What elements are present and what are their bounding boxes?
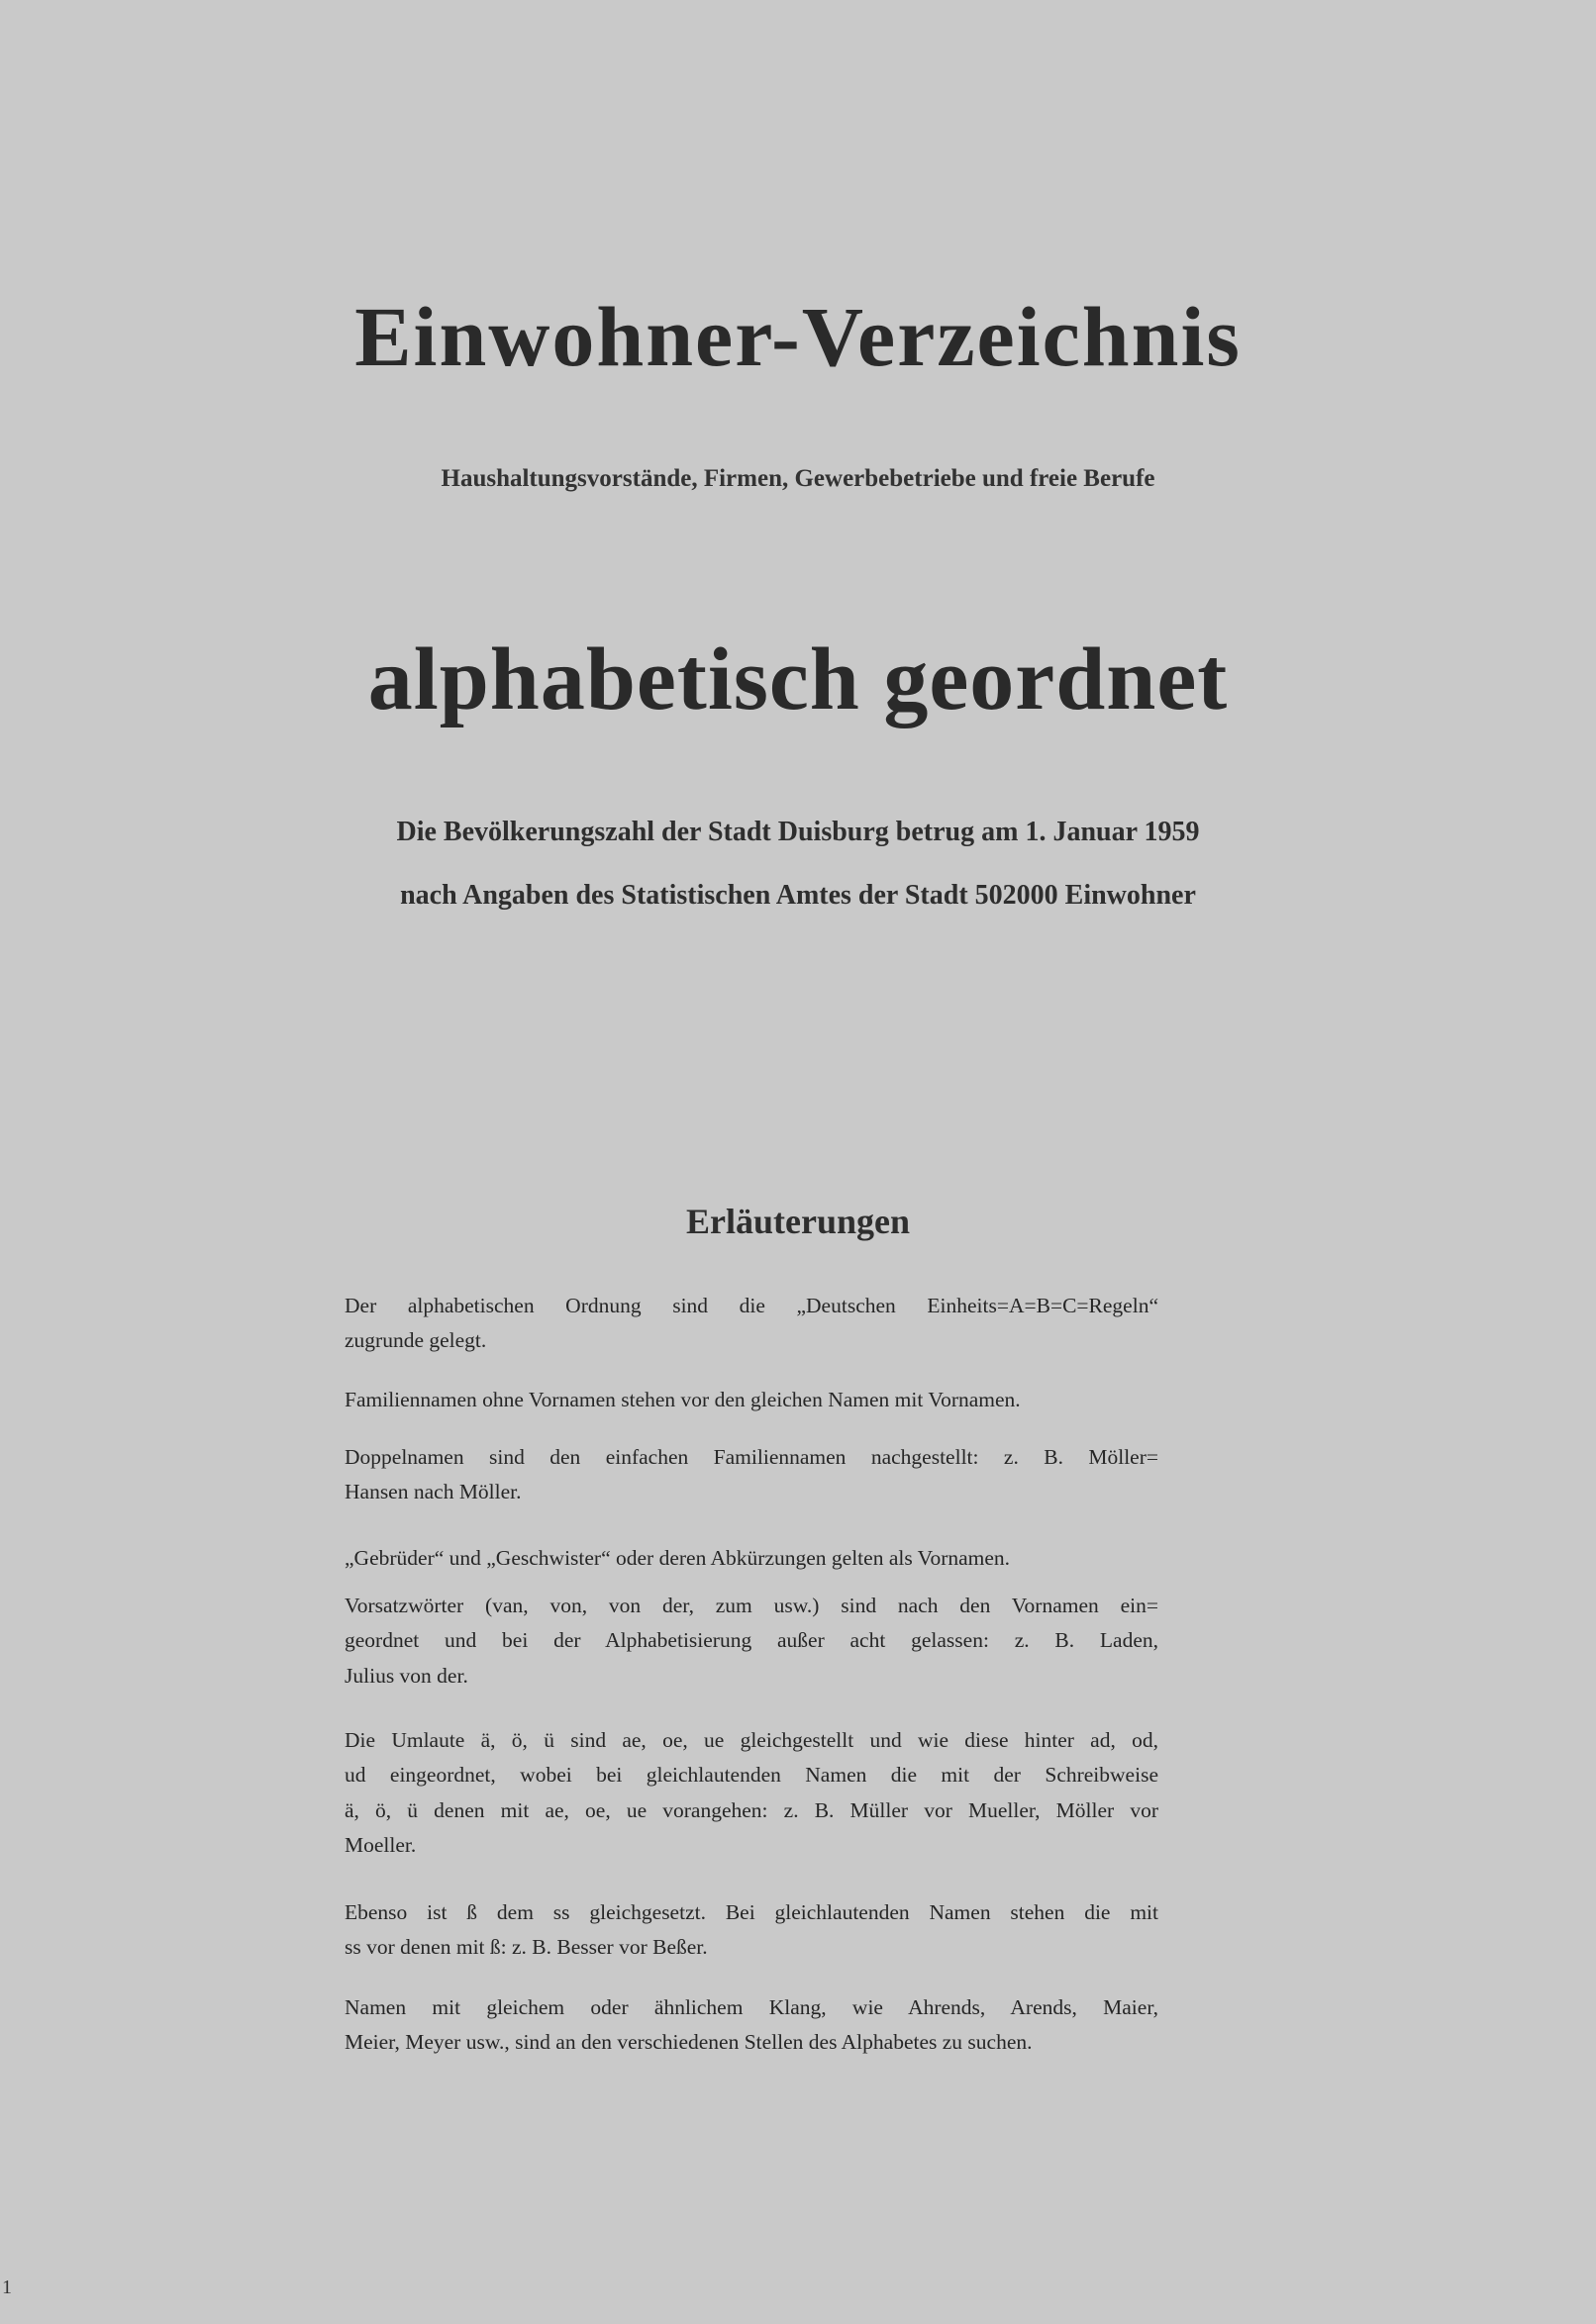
paragraph-line: geordnet und bei der Alphabetisierung außer acht gelassen: z. B. Laden, — [345, 1628, 1158, 1653]
explanation-paragraph — [345, 1723, 1158, 1864]
paragraph-line: ä, ö, ü denen mit ae, oe, ue vorangehen: z. B. Müller vor Mueller, Möller vor — [345, 1797, 1158, 1822]
explanation-paragraph — [345, 1541, 1158, 1576]
paragraph-line: Moeller. — [345, 1833, 417, 1858]
paragraph-line: Namen mit gleichem oder ähnlichem Klang, wie Ahrends, Arends, Maier, — [345, 1995, 1158, 2019]
explanation-paragraph — [345, 1289, 1158, 1359]
paragraph-line: Hansen nach Möller. — [345, 1480, 522, 1504]
paragraph-line: „Gebrüder“ und „Geschwister“ oder deren Abkürzungen gelten als Vornamen. — [345, 1546, 1011, 1570]
ordering-heading: alphabetisch geordnet — [367, 630, 1229, 728]
document-title: Einwohner-Verzeichnis — [354, 289, 1242, 384]
paragraph-line: ud eingeordnet, wobei bei gleichlautenden Namen die mit der Schreibweise — [345, 1763, 1158, 1788]
population-line-2: nach Angaben des Statistischen Amtes der Stadt 502000 Einwohner — [400, 880, 1196, 911]
explanation-paragraph — [345, 1440, 1158, 1510]
paragraph-line: Julius von der. — [345, 1663, 468, 1688]
paragraph-line: Familiennamen ohne Vornamen stehen vor den gleichen Namen mit Vornamen. — [345, 1388, 1021, 1411]
paragraph-line: Vorsatzwörter (van, von, von der, zum usw.) sind nach den Vornamen ein= — [345, 1594, 1158, 1617]
paragraph-line: Doppelnamen sind den einfachen Familiennamen nachgestellt: z. B. Möller= — [345, 1445, 1158, 1469]
paragraph-line: zugrunde gelegt. — [345, 1328, 487, 1353]
population-line-1: Die Bevölkerungszahl der Stadt Duisburg betrug am 1. Januar 1959 — [396, 817, 1200, 847]
explanation-paragraph — [345, 1589, 1158, 1694]
paragraph-line: Meier, Meyer usw., sind an den verschiedenen Stellen des Alphabetes zu suchen. — [345, 2030, 1033, 2055]
page-number: 1 — [2, 2276, 12, 2298]
paragraph-line: Der alphabetischen Ordnung sind die „Deutschen Einheits=A=B=C=Regeln“ — [345, 1294, 1158, 1317]
document-subtitle: Haushaltungsvorstände, Firmen, Gewerbebetriebe und freie Berufe — [441, 465, 1155, 492]
explanation-paragraph — [345, 1990, 1158, 2061]
paragraph-line: Die Umlaute ä, ö, ü sind ae, oe, ue gleichgestellt und wie diese hinter ad, od, — [345, 1728, 1158, 1752]
paragraph-line: ss vor denen mit ß: z. B. Besser vor Beßer. — [345, 1935, 708, 1960]
paragraph-line: Ebenso ist ß dem ss gleichgesetzt. Bei gleichlautenden Namen stehen die mit — [345, 1900, 1158, 1924]
explanation-paragraph — [345, 1383, 1158, 1417]
explanation-paragraph — [345, 1895, 1158, 1966]
explanations-heading: Erläuterungen — [685, 1202, 910, 1241]
